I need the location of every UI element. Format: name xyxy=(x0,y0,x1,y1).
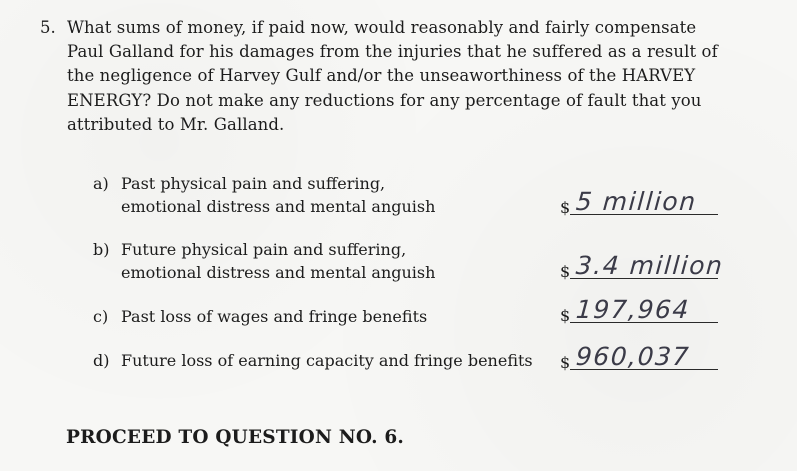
item-label: Past physical pain and suffering, emotional distress and mental anguish xyxy=(121,174,436,216)
handwritten-amount: 960,037 xyxy=(574,342,691,371)
item-letter: a) xyxy=(93,174,109,193)
handwritten-amount: 197,964 xyxy=(574,295,691,324)
handwritten-amount: 3.4 million xyxy=(574,251,725,280)
item-label: Past loss of wages and fringe benefits xyxy=(121,307,428,326)
item-letter: c) xyxy=(93,307,109,326)
item-label: Future loss of earning capacity and fringe benefits xyxy=(121,351,533,370)
answer-field-past-pain[interactable] xyxy=(560,188,718,218)
item-letter: d) xyxy=(93,351,110,370)
proceed-instruction: PROCEED TO QUESTION NO. 6. xyxy=(66,427,405,448)
item-letter: b) xyxy=(93,240,110,259)
dollar-sign: $ xyxy=(560,262,571,281)
dollar-sign: $ xyxy=(560,353,571,372)
question-text: What sums of money, if paid now, would reasonably and fairly compensate Paul Galland for his damages from the injuries that he suffered as a result of the negligence of Harvey Gulf and/or the unseaworthiness of the HARVEY ENERGY? Do not make any reductions for any percentage of fault that you attributed to Mr. Galland. xyxy=(67,18,718,134)
handwritten-amount: 5 million xyxy=(574,187,698,216)
answer-field-future-pain[interactable] xyxy=(560,251,725,282)
answer-field-future-earning[interactable] xyxy=(560,343,718,373)
item-label: Future physical pain and suffering, emotional distress and mental anguish xyxy=(121,240,436,282)
dollar-sign: $ xyxy=(560,306,571,325)
dollar-sign: $ xyxy=(560,198,571,217)
answer-field-past-wages[interactable] xyxy=(560,296,718,326)
question-number: 5. xyxy=(40,18,56,37)
